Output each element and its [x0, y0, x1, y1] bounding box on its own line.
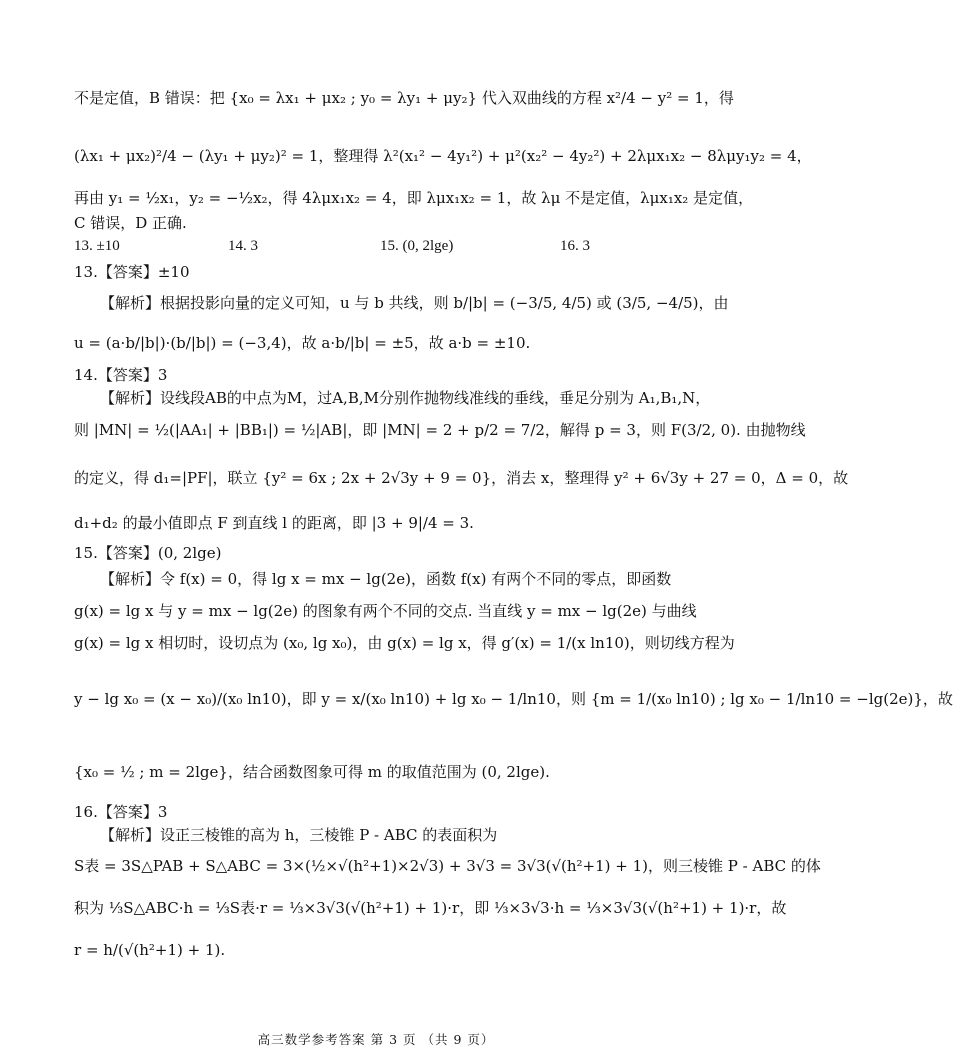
q14-analysis-line-2: 则 |MN| = ½(|AA₁| + |BB₁|) = ½|AB|，即 |MN| = 2 + p/2 = 7/2，解得 p = 3，则 F(3/2, 0). 由抛物线 [74, 421, 806, 439]
text-line-2: (λx₁ + μx₂)²/4 − (λy₁ + μy₂)² = 1，整理得 λ²(x₁² − 4y₁²) + μ²(x₂² − 4y₂²) + 2λμx₁x₂ − 8λμy₁y₂ = 4， [74, 147, 812, 165]
q16-analysis-line-3: 积为 ⅓S△ABC·h = ⅓S表·r = ⅓×3√3(√(h²+1) + 1)·r，即 ⅓×3√3·h = ⅓×3√3(√(h²+1) + 1)·r，故 [74, 899, 787, 917]
q15-analysis-line-3: g(x) = lg x 相切时，设切点为 (x₀, lg x₀)，由 g(x) = lg x，得 g′(x) = 1/(x ln10)，则切线方程为 [74, 634, 735, 652]
q13-analysis-line-2: u = (a·b/|b|)·(b/|b|) = (−3,4)，故 a·b/|b| = ±5，故 a·b = ±10. [74, 334, 531, 352]
q15-analysis-line-2: g(x) = lg x 与 y = mx − lg(2e) 的图象有两个不同的交点. 当直线 y = mx − lg(2e) 与曲线 [74, 602, 697, 620]
q14-answer-heading: 14.【答案】3 [74, 366, 168, 384]
q16-analysis-line-1: 【解析】设正三棱锥的高为 h，三棱锥 P - ABC 的表面积为 [100, 826, 498, 844]
answer-14-summary: 14. 3 [228, 238, 258, 254]
q16-analysis-line-2: S表 = 3S△PAB + S△ABC = 3×(½×√(h²+1)×2√3) + 3√3 = 3√3(√(h²+1) + 1)，则三棱锥 P - ABC 的体 [74, 857, 821, 875]
q15-answer-heading: 15.【答案】(0, 2lge) [74, 544, 222, 562]
q15-analysis-line-4: y − lg x₀ = (x − x₀)/(x₀ ln10)，即 y = x/(x₀ ln10) + lg x₀ − 1/ln10，则 {m = 1/(x₀ ln10) ; lg x₀ − 1/ln10 = −lg(2e)}，故 [74, 690, 953, 708]
q14-analysis-line-3: 的定义，得 d₁=|PF|，联立 {y² = 6x ; 2x + 2√3y + 9 = 0}，消去 x，整理得 y² + 6√3y + 27 = 0，Δ = 0，故 [74, 469, 849, 487]
q13-analysis-line-1: 【解析】根据投影向量的定义可知，u 与 b 共线，则 b/|b| = (−3/5, 4/5) 或 (3/5, −4/5)，由 [100, 294, 729, 312]
q16-analysis-line-4: r = h/(√(h²+1) + 1). [74, 941, 226, 959]
answer-13-summary: 13. ±10 [74, 238, 120, 254]
q16-answer-heading: 16.【答案】3 [74, 803, 168, 821]
text-line-4: C 错误，D 正确. [74, 214, 187, 232]
page-footer: 高三数学参考答案 第 3 页 （共 9 页） [257, 1032, 495, 1047]
q14-analysis-line-4: d₁+d₂ 的最小值即点 F 到直线 l 的距离，即 |3 + 9|/4 = 3. [74, 514, 474, 532]
q15-analysis-line-1: 【解析】令 f(x) = 0，得 lg x = mx − lg(2e)，函数 f(x) 有两个不同的零点，即函数 [100, 570, 672, 588]
answer-16-summary: 16. 3 [560, 238, 590, 254]
q14-analysis-line-1: 【解析】设线段AB的中点为M，过A,B,M分别作抛物线准线的垂线，垂足分别为 A₁,B₁,N， [100, 389, 711, 407]
q13-answer-heading: 13.【答案】±10 [74, 263, 190, 281]
text-line-3: 再由 y₁ = ½x₁，y₂ = −½x₂，得 4λμx₁x₂ = 4，即 λμx₁x₂ = 1，故 λμ 不是定值，λμx₁x₂ 是定值， [74, 189, 754, 207]
answer-15-summary: 15. (0, 2lge) [380, 238, 454, 254]
text-line-1: 不是定值，B 错误：把 {x₀ = λx₁ + μx₂ ; y₀ = λy₁ + μy₂} 代入双曲线的方程 x²/4 − y² = 1，得 [74, 89, 734, 107]
q15-analysis-line-5: {x₀ = ½ ; m = 2lge}，结合函数图象可得 m 的取值范围为 (0, 2lge). [74, 763, 550, 781]
